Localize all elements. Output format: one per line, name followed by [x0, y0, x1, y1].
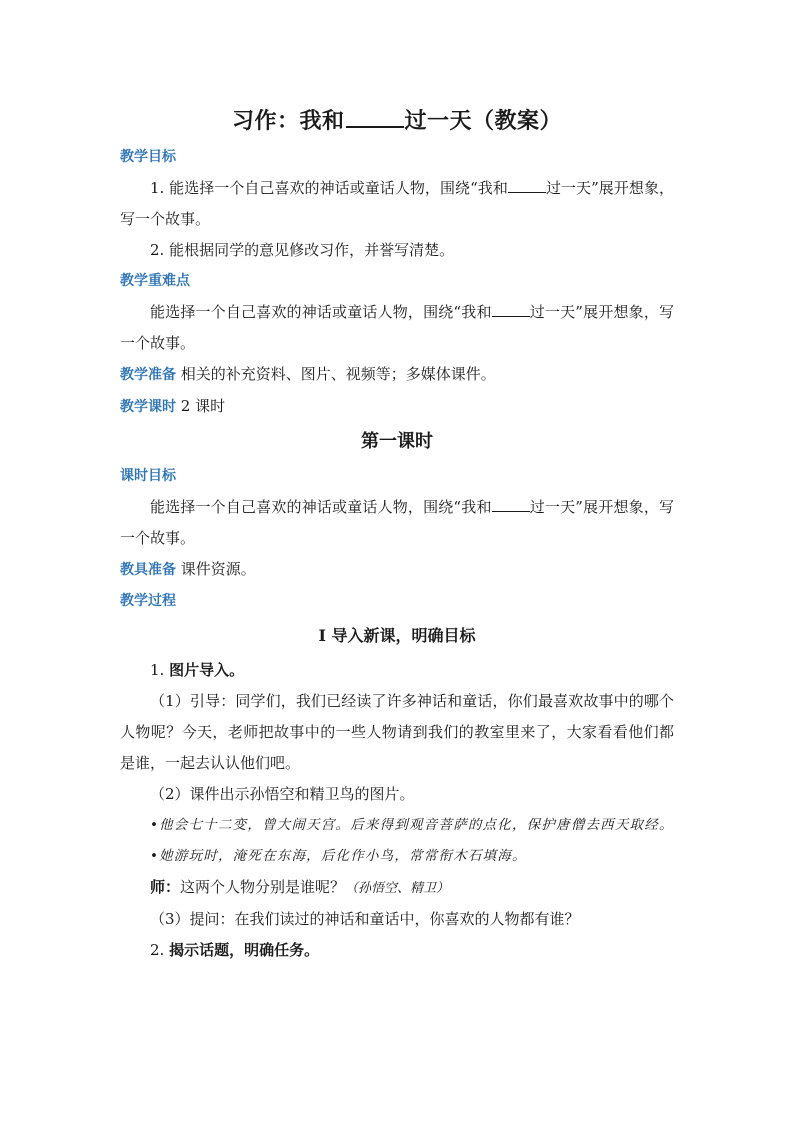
tools-text: 课件资源。 [176, 560, 256, 578]
key-points-post: 过一天”展开想象，写一个故事。 [120, 303, 675, 352]
key-points-blank [492, 301, 530, 317]
step-2 [120, 935, 674, 966]
hours-heading: 教学课时 [120, 399, 176, 415]
bullet-2: •她游玩时，淹死在东海，后化作小鸟，常常衔木石填海。 [150, 848, 527, 864]
step-2-number: 2. [150, 941, 170, 959]
paragraph-1: （1）引导：同学们，我们已经读了许多神话和童话，你们最喜欢故事中的哪个人物呢？今天，老师把故事中的一些人物请到我们的教室里来了，大家看看他们都是谁，一起去认认他们吧。 [120, 692, 674, 772]
goal-1-text: 1. 能选择一个自己喜欢的神话或童话人物，围绕“我和 [150, 179, 508, 197]
part-1-title: Ⅰ 导入新课，明确目标 [318, 626, 476, 645]
paragraph-2: （2）课件出示孙悟空和精卫鸟的图片。 [150, 785, 415, 803]
bullet-1: •他会七十二变，曾大闹天宫。后来得到观音菩萨的点化，保护唐僧去西天取经。 [150, 817, 674, 833]
document-title [120, 104, 674, 138]
goal-1-text-end: 过一天”展开想象，写一个故事。 [120, 179, 674, 228]
hours-line [120, 391, 674, 423]
step-1-number: 1. [150, 661, 170, 679]
title-prefix: 习作：我和 [231, 108, 345, 134]
teacher-label: 师： [150, 878, 181, 896]
teacher-question [120, 872, 674, 904]
lesson-goal-blank [492, 496, 530, 512]
teaching-goals-heading: 教学目标 [120, 149, 176, 165]
preparation-text: 相关的补充资料、图片、视频等；多媒体课件。 [176, 365, 496, 383]
paragraph-3: （3）提问：在我们读过的神话和童话中，你喜欢的人物都有谁？ [150, 910, 580, 928]
step-1-text: 图片导入。 [169, 661, 245, 679]
goal-2: 2. 能根据同学的意见修改习作，并誉写清楚。 [150, 241, 455, 259]
lesson-goal-heading: 课时目标 [120, 468, 176, 484]
lesson-goal-post: 过一天”展开想象，写一个故事。 [120, 498, 675, 547]
teacher-answer: （孙悟空、精卫） [345, 881, 450, 896]
tools-line [120, 554, 674, 586]
tools-heading: 教具准备 [120, 562, 176, 578]
preparation-heading: 教学准备 [120, 367, 176, 383]
step-1 [120, 655, 674, 686]
goal-1 [120, 173, 674, 235]
step-2-text: 揭示话题，明确任务。 [169, 941, 320, 959]
key-points-pre: 能选择一个自己喜欢的神话或童话人物，围绕“我和 [150, 303, 492, 321]
goal-1-blank [508, 177, 546, 193]
hours-text: 2 课时 [176, 397, 226, 415]
title-blank [346, 106, 404, 128]
lesson-goal-pre: 能选择一个自己喜欢的神话或童话人物，围绕“我和 [150, 498, 492, 516]
key-points-heading: 教学重难点 [120, 273, 190, 289]
lesson-goal-text [120, 492, 674, 554]
title-suffix: 过一天（教案） [404, 108, 563, 134]
teacher-question-text: 这两个人物分别是谁呢？ [180, 878, 346, 896]
lesson-1-title: 第一课时 [361, 431, 433, 452]
process-heading: 教学过程 [120, 593, 176, 609]
key-points-text [120, 297, 674, 359]
preparation-line [120, 359, 674, 391]
